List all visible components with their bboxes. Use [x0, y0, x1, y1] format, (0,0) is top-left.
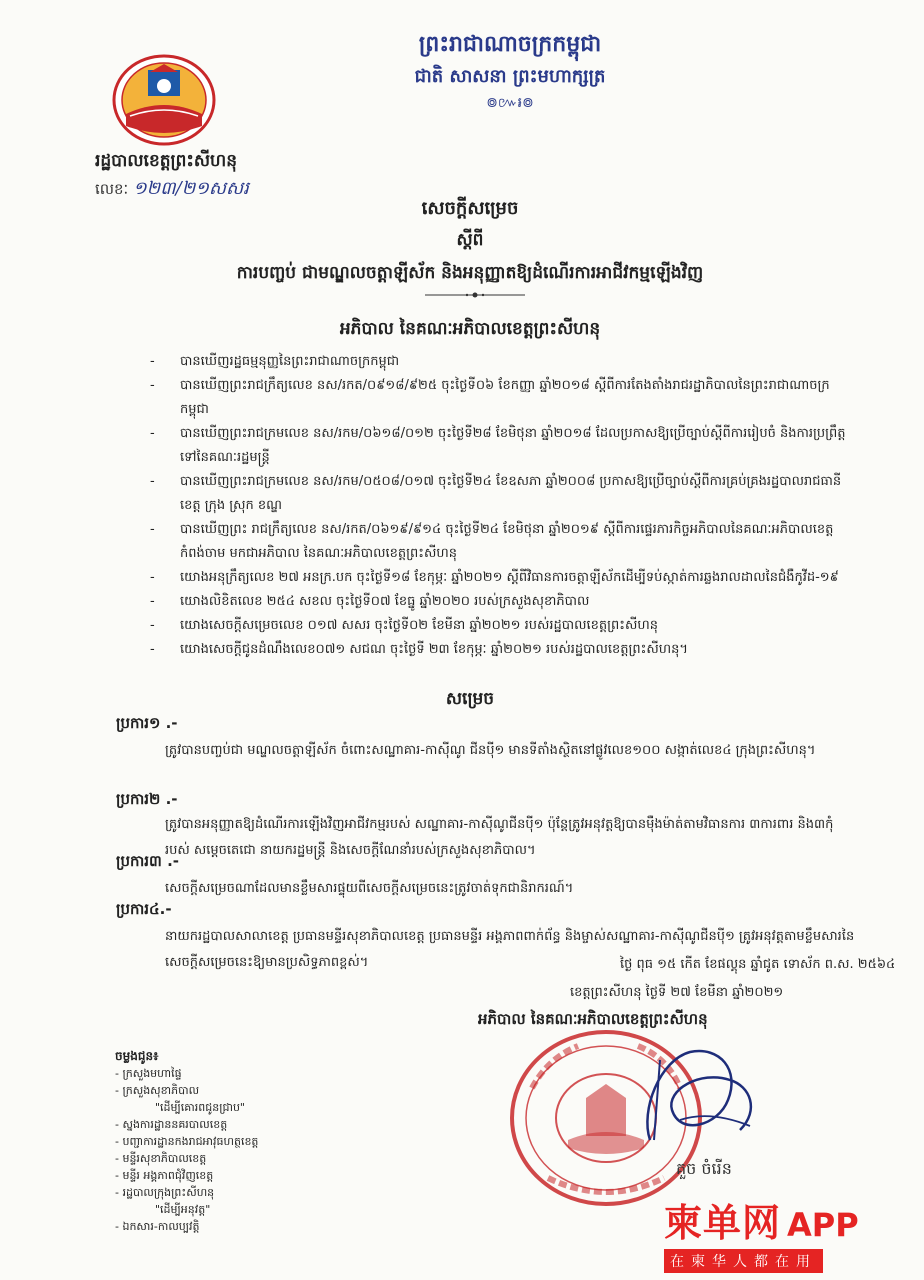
title-line-3: ការបញ្ចប់ ជាមណ្ឌលចត្តាឡីស័ក និងអនុញ្ញាតឱ្យដំណើរការអាជីវកម្មឡើងវិញ: [236, 263, 704, 283]
reference-value: ១២៣/២១សសរ: [132, 178, 249, 199]
kingdom-name: ព្រះរាជាណាចក្រកម្ពុជា: [418, 31, 602, 57]
article-3-text: សេចក្តីសម្រេចណាដែលមានខ្លឹមសារផ្ទុយពីសេចក្តីសម្រេចនេះត្រូវចាត់ទុកជានិរាករណ៍។: [165, 881, 574, 896]
province-seal-logo: [110, 52, 218, 148]
issuing-administration: រដ្ឋបាលខេត្តព្រះសីហនុ: [95, 151, 238, 171]
consideration-item: - បានឃើញរដ្ឋធម្មនុញ្ញនៃព្រះរាជាណាចក្រកម្ពុជា: [150, 350, 850, 374]
cc-item: - ក្រសួងសុខាភិបាល: [115, 1084, 200, 1097]
lunar-date: ថ្ងៃ ពុធ ១៥ កើត ខែផល្គុន ឆ្នាំជូត ទោស័ក ព.ស. ២៥៦៤: [620, 957, 896, 972]
article-4-label: ប្រការ៤.-: [116, 900, 172, 918]
decision-title: [90, 196, 850, 287]
consideration-item: - យោងសេចក្តីសម្រេចលេខ ០១៧ សសរ ចុះថ្ងៃទី០២ ខែមីនា ឆ្នាំ២០២១ របស់រដ្ឋបាលខេត្តព្រះសីហនុ: [150, 614, 850, 638]
considerations-list: [150, 350, 850, 662]
article-3-label: ប្រការ៣ .-: [116, 852, 179, 870]
consideration-item: - បានឃើញព្រះរាជក្រឹត្យលេខ នស/រកត/០៩១៨/៩២៥ ចុះថ្ងៃទី០៦ ខែកញ្ញា ឆ្នាំ២០១៨ ស្តីពីការតែងតាំងរាជរដ្ឋាភិបាលនៃព្រះរាជាណាចក្រកម្ពុជា: [150, 374, 850, 422]
consideration-item: - បានឃើញព្រះរាជក្រមលេខ នស/រកម/០៥០៨/០១៧ ចុះថ្ងៃទី២៤ ខែឧសភា ឆ្នាំ២០០៨ ប្រកាសឱ្យប្រើច្បាប់ស្តីពីការគ្រប់គ្រងរដ្ឋបាលរាជធានី ខេត្ត ក្រុង ស្រុក ខណ្ឌ: [150, 470, 850, 518]
article-2-label: ប្រការ២ .-: [116, 790, 178, 808]
article-4-text: នាយករដ្ឋបាលសាលាខេត្ត ប្រធានមន្ទីរសុខាភិបាលខេត្ត ប្រធានមន្ទីរ អង្គភាពពាក់ព័ន្ធ និងម្ចាស់សណ្ឋាគារ-កាស៊ីណូជីនប៉ី១ ត្រូវអនុវត្តតាមខ្លឹមសារនៃសេចក្តីសម្រេចនេះឱ្យមានប្រសិទ្ធភាពខ្ពស់។: [165, 929, 855, 970]
decides-heading: សម្រេច: [445, 689, 495, 709]
consideration-item: - បានឃើញព្រះរាជក្រមលេខ នស/រកម/០៦១៨/០១២ ចុះថ្ងៃទី២៨ ខែមិថុនា ឆ្នាំ២០១៨ ដែលប្រកាសឱ្យប្រើច្បាប់ស្តីពីការរៀបចំ និងការប្រព្រឹត្តទៅនៃគណៈរដ្ឋមន្ត្រី: [150, 422, 850, 470]
motto-ornament: ៙៚៛៙: [486, 95, 534, 111]
reference-prefix: លេខៈ: [95, 180, 129, 198]
consideration-item: - បានឃើញព្រះ រាជក្រឹត្យលេខ នស/រកត/០៦១៩/៩១៤ ចុះថ្ងៃទី២៤ ខែមិថុនា ឆ្នាំ២០១៩ ស្តីពីការផ្ទេរភារកិច្ចអភិបាលនៃគណៈអភិបាលខេត្តកំពង់ចាម មកជាអភិបាល នៃគណៈអភិបាលខេត្តព្រះសីហនុ: [150, 518, 850, 566]
cc-item: - ស្នងការដ្ឋាននគរបាលខេត្ត: [115, 1118, 228, 1131]
cc-item: "ដើម្បីគោរពជូនជ្រាប": [155, 1101, 245, 1114]
cc-item: - រដ្ឋបាលក្រុងព្រះសីហនុ: [115, 1186, 215, 1199]
consideration-item: - យោងអនុក្រឹត្យលេខ ២៧ អនក្រ.បក ចុះថ្ងៃទី១៨ ខែកុម្ភៈ ឆ្នាំ២០២១ ស្តីពីវិធានការចត្តាឡីស័កដើម្បីទប់ស្កាត់ការឆ្លងរាលដាលនៃជំងឺកូវីដ-១៩: [150, 566, 850, 590]
watermark-tagline: 在柬华人都在用: [664, 1249, 823, 1273]
cc-item: - ក្រសួងមហាផ្ទៃ: [115, 1067, 182, 1080]
cc-item: "ដើម្បីអនុវត្ត": [155, 1203, 211, 1216]
title-line-1: សេចក្តីសម្រេច: [421, 198, 519, 219]
cc-list: [115, 1048, 415, 1235]
watermark-brand: 柬单网: [664, 1201, 782, 1245]
cc-item: - មន្ទីរ អង្គភាពជុំវិញខេត្ត: [115, 1169, 214, 1182]
solar-date: ខេត្តព្រះសីហនុ ថ្ងៃទី ២៧ ខែមីនា ឆ្នាំ២០២១: [570, 985, 784, 1000]
app-watermark: [664, 1192, 914, 1274]
cc-item: - ឯកសារ-កាលប្បវត្តិ: [115, 1220, 200, 1233]
issuing-authority: អភិបាល នៃគណៈអភិបាលខេត្តព្រះសីហនុ: [339, 319, 601, 339]
watermark-app: APP: [787, 1206, 859, 1244]
cc-item: - បញ្ជាការដ្ឋានកងរាជអាវុធហត្ថខេត្ត: [115, 1135, 259, 1148]
consideration-item: - យោងសេចក្តីជូនដំណឹងលេខ០៧១ សជណ ចុះថ្ងៃទី ២៣ ខែកុម្ភៈ ឆ្នាំ២០២១ របស់រដ្ឋបាលខេត្តព្រះសីហនុ។: [150, 638, 850, 662]
title-line-2: ស្តីពី: [456, 230, 484, 250]
consideration-item: - យោងលិខិតលេខ ២៥៤ សខល ចុះថ្ងៃទី០៧ ខែធ្នូ ឆ្នាំ២០២០ របស់ក្រសួងសុខាភិបាល: [150, 590, 850, 614]
national-motto: ជាតិ សាសនា ព្រះមហាក្សត្រ: [414, 66, 606, 87]
kingdom-header: [300, 30, 720, 114]
article-1-text: ត្រូវបានបញ្ចប់ជា មណ្ឌលចត្តាឡីស័ក ចំពោះសណ្ឋាគារ-កាស៊ីណូ ជីនប៉ី១ មានទីតាំងស្ថិតនៅផ្លូវលេខ១០០ សង្កាត់លេខ៤ ក្រុងព្រះសីហនុ។: [165, 743, 816, 758]
cc-item: - មន្ទីរសុខាភិបាលខេត្ត: [115, 1152, 207, 1165]
article-2-text: ត្រូវបានអនុញ្ញាតឱ្យដំណើរការឡើងវិញអាជីវកម្មរបស់ សណ្ឋាគារ-កាស៊ីណូជីនប៉ី១ ប៉ុន្តែត្រូវអនុវត្តឱ្យបានម៉ឺងម៉ាត់តាមវិធានការ ៣ការពារ និង៣កុំ របស់ សម្តេចតេជោ នាយករដ្ឋមន្ត្រី និងសេចក្តីណែនាំរបស់ក្រសួងសុខាភិបាល។: [165, 817, 834, 858]
handwritten-signature: [620, 1040, 770, 1150]
signer-title: អភិបាល នៃគណៈអភិបាលខេត្តព្រះសីហនុ: [478, 1010, 708, 1028]
cc-title: ចម្លងជូន៖: [115, 1049, 159, 1063]
title-divider-ornament: [425, 290, 525, 300]
article-1-label: ប្រការ១ .-: [116, 714, 178, 732]
signer-name: គួច ចំរើន: [676, 1159, 732, 1178]
